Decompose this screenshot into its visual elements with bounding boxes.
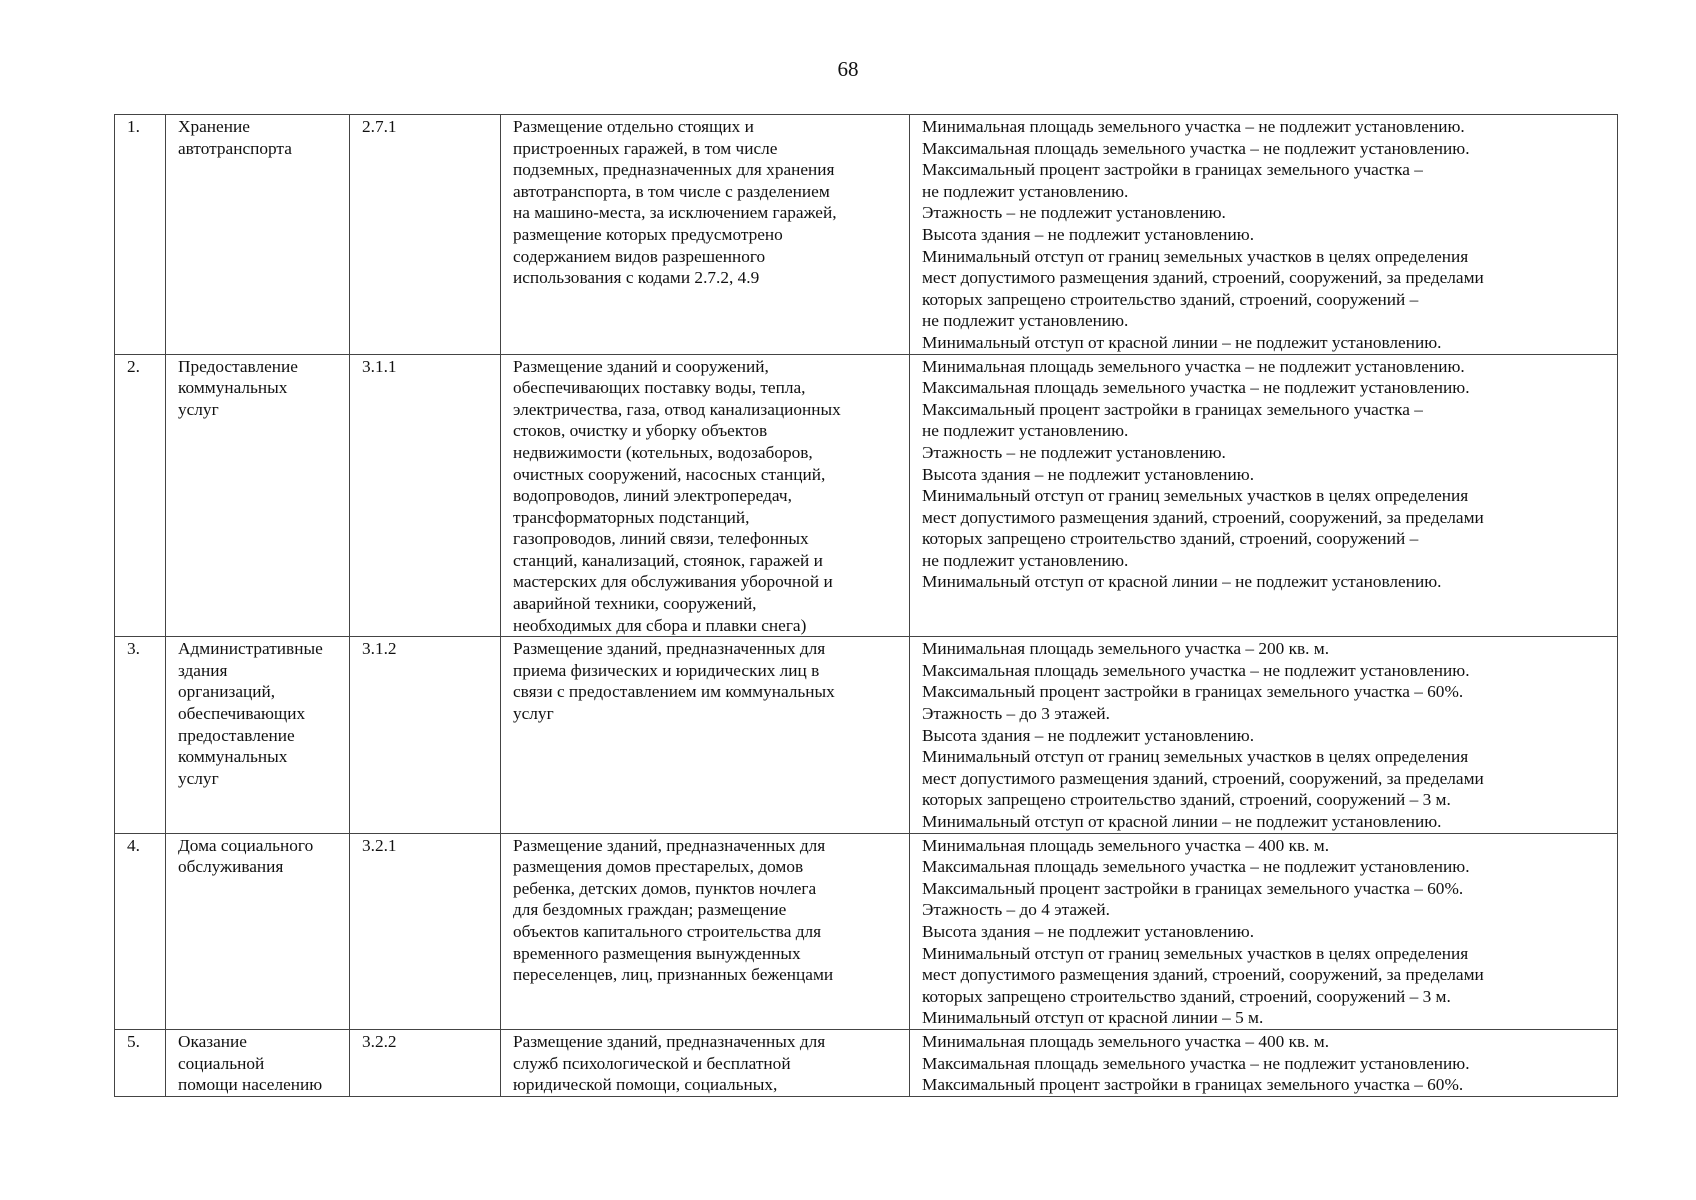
parameter-line: Минимальный отступ от границ земельных участков в целях определения xyxy=(922,943,1469,963)
use-name-line: социальной xyxy=(178,1053,265,1073)
description-line: юридической помощи, социальных, xyxy=(513,1075,778,1095)
use-name-line: Административные xyxy=(178,639,323,659)
parameter-line: Этажность – до 3 этажей. xyxy=(922,704,1111,724)
parameter-line: которых запрещено строительство зданий, строений, сооружений – xyxy=(922,289,1419,309)
description-line: стоков, очистку и уборку объектов xyxy=(513,421,768,441)
parameter-line: Максимальный процент застройки в границах земельного участка – 60%. xyxy=(922,1075,1464,1095)
description-cell xyxy=(501,833,910,1029)
description-line: услуг xyxy=(513,704,554,724)
description-line: временного размещения вынужденных xyxy=(513,943,801,963)
description-line: использования с кодами 2.7.2, 4.9 xyxy=(513,268,760,288)
row-number-cell xyxy=(115,115,166,355)
description-line: для бездомных граждан; размещение xyxy=(513,900,787,920)
parameter-line: Максимальная площадь земельного участка – не подлежит установлению. xyxy=(922,857,1470,877)
use-code-cell xyxy=(350,637,501,833)
parameter-line: которых запрещено строительство зданий, строений, сооружений – xyxy=(922,529,1419,549)
use-name-line: помощи населению xyxy=(178,1075,323,1095)
row-number-cell xyxy=(115,833,166,1029)
description-line: объектов капитального строительства для xyxy=(513,921,822,941)
use-name-line: автотранспорта xyxy=(178,138,292,158)
parameters-cell xyxy=(910,833,1618,1029)
parameter-line: не подлежит установлению. xyxy=(922,181,1129,201)
use-code: 2.7.1 xyxy=(362,117,397,136)
use-name-line: здания xyxy=(178,660,228,680)
use-code: 3.2.1 xyxy=(362,835,397,855)
description-line: недвижимости (котельных, водозаборов, xyxy=(513,442,813,462)
parameter-line: Высота здания – не подлежит установлению. xyxy=(922,921,1255,941)
parameter-line: не подлежит установлению. xyxy=(922,311,1129,331)
table-row xyxy=(115,354,1618,637)
description-line: водопроводов, линий электропередач, xyxy=(513,486,792,506)
description-line: Размещение зданий, предназначенных для xyxy=(513,835,826,855)
parameter-line: Минимальный отступ от красной линии – не подлежит установлению. xyxy=(922,572,1442,592)
description-line: автотранспорта, в том числе с разделением xyxy=(513,181,830,201)
parameter-line: Максимальный процент застройки в границах земельного участка – 60%. xyxy=(922,682,1464,702)
parameter-line: Максимальная площадь земельного участка – не подлежит установлению. xyxy=(922,138,1470,158)
use-name-line: коммунальных xyxy=(178,747,288,767)
use-name-line: обеспечивающих xyxy=(178,704,306,724)
description-line: Размещение зданий и сооружений, xyxy=(513,356,769,376)
parameter-line: Максимальный процент застройки в границах земельного участка – 60%. xyxy=(922,878,1464,898)
parameter-line: Минимальный отступ от красной линии – 5 м. xyxy=(922,1008,1264,1028)
description-line: очистных сооружений, насосных станций, xyxy=(513,464,826,484)
use-code-cell xyxy=(350,115,501,355)
table-row xyxy=(115,637,1618,833)
description-line: подземных, предназначенных для хранения xyxy=(513,160,835,180)
description-line: обеспечивающих поставку воды, тепла, xyxy=(513,378,806,398)
description-line: аварийной техники, сооружений, xyxy=(513,594,757,614)
table-row xyxy=(115,115,1618,355)
parameter-line: мест допустимого размещения зданий, строений, сооружений, за пределами xyxy=(922,268,1484,288)
description-line: размещение которых предусмотрено xyxy=(513,224,783,244)
parameter-line: Минимальный отступ от красной линии – не подлежит установлению. xyxy=(922,332,1442,352)
parameter-line: Этажность – до 4 этажей. xyxy=(922,900,1111,920)
table-row xyxy=(115,1029,1618,1096)
description-line: газопроводов, линий связи, телефонных xyxy=(513,529,809,549)
parameter-line: Минимальная площадь земельного участка – 400 кв. м. xyxy=(922,835,1330,855)
description-line: приема физических и юридических лиц в xyxy=(513,660,820,680)
parameter-line: Минимальная площадь земельного участка – не подлежит установлению. xyxy=(922,117,1465,136)
use-name-line: Предоставление xyxy=(178,356,298,376)
parameter-line: Максимальная площадь земельного участка – не подлежит установлению. xyxy=(922,378,1470,398)
description-line: на машино-места, за исключением гаражей, xyxy=(513,203,837,223)
description-line: Размещение зданий, предназначенных для xyxy=(513,639,826,659)
use-name-cell xyxy=(166,1029,350,1096)
description-line: переселенцев, лиц, признанных беженцами xyxy=(513,965,834,985)
use-code: 3.2.2 xyxy=(362,1031,397,1051)
description-line: содержанием видов разрешенного xyxy=(513,246,766,266)
use-code-cell xyxy=(350,1029,501,1096)
description-line: мастерских для обслуживания уборочной и xyxy=(513,572,833,592)
row-number-cell xyxy=(115,637,166,833)
description-line: трансформаторных подстанций, xyxy=(513,507,750,527)
parameter-line: Минимальный отступ от границ земельных участков в целях определения xyxy=(922,747,1469,767)
description-line: связи с предоставлением им коммунальных xyxy=(513,682,835,702)
description-line: служб психологической и бесплатной xyxy=(513,1053,791,1073)
parameter-line: Высота здания – не подлежит установлению. xyxy=(922,464,1255,484)
parameter-line: Этажность – не подлежит установлению. xyxy=(922,203,1226,223)
use-name-line: предоставление xyxy=(178,725,295,745)
parameter-line: не подлежит установлению. xyxy=(922,550,1129,570)
use-name-line: Оказание xyxy=(178,1031,247,1051)
parameters-cell xyxy=(910,354,1618,637)
description-line: пристроенных гаражей, в том числе xyxy=(513,138,778,158)
use-name-line: коммунальных xyxy=(178,378,288,398)
parameters-cell xyxy=(910,115,1618,355)
description-line: Размещение отдельно стоящих и xyxy=(513,117,754,136)
description-cell xyxy=(501,1029,910,1096)
parameters-cell xyxy=(910,1029,1618,1096)
parameter-line: не подлежит установлению. xyxy=(922,421,1129,441)
parameter-line: Высота здания – не подлежит установлению. xyxy=(922,725,1255,745)
row-number: 1. xyxy=(127,117,140,136)
description-line: станций, канализаций, стоянок, гаражей и xyxy=(513,550,823,570)
use-name-line: Дома социального xyxy=(178,835,314,855)
parameter-line: Максимальный процент застройки в границах земельного участка – xyxy=(922,399,1423,419)
parameter-line: мест допустимого размещения зданий, строений, сооружений, за пределами xyxy=(922,965,1484,985)
description-cell xyxy=(501,637,910,833)
parameter-line: которых запрещено строительство зданий, строений, сооружений – 3 м. xyxy=(922,790,1451,810)
use-name-line: обслуживания xyxy=(178,857,284,877)
land-use-regulations-table xyxy=(114,114,1618,1097)
parameter-line: Минимальный отступ от границ земельных участков в целях определения xyxy=(922,486,1469,506)
parameter-line: Минимальная площадь земельного участка – 200 кв. м. xyxy=(922,639,1330,659)
use-name-line: Хранение xyxy=(178,117,250,136)
parameter-line: Максимальная площадь земельного участка – не подлежит установлению. xyxy=(922,660,1470,680)
row-number-cell xyxy=(115,1029,166,1096)
parameter-line: Максимальный процент застройки в границах земельного участка – xyxy=(922,160,1423,180)
parameter-line: Высота здания – не подлежит установлению. xyxy=(922,224,1255,244)
description-cell xyxy=(501,115,910,355)
parameter-line: мест допустимого размещения зданий, строений, сооружений, за пределами xyxy=(922,768,1484,788)
description-line: электричества, газа, отвод канализационных xyxy=(513,399,841,419)
row-number: 3. xyxy=(127,639,140,659)
description-line: необходимых для сбора и плавки снега) xyxy=(513,615,807,635)
use-name-cell xyxy=(166,354,350,637)
parameter-line: Минимальный отступ от границ земельных участков в целях определения xyxy=(922,246,1469,266)
description-line: ребенка, детских домов, пунктов ночлега xyxy=(513,878,817,898)
description-line: Размещение зданий, предназначенных для xyxy=(513,1031,826,1051)
parameter-line: Минимальный отступ от красной линии – не подлежит установлению. xyxy=(922,812,1442,831)
parameter-line: Минимальная площадь земельного участка – 400 кв. м. xyxy=(922,1031,1330,1051)
row-number: 4. xyxy=(127,835,140,855)
parameters-cell xyxy=(910,637,1618,833)
use-name-line: услуг xyxy=(178,768,219,788)
use-code-cell xyxy=(350,354,501,637)
use-name-cell xyxy=(166,637,350,833)
use-name-cell xyxy=(166,115,350,355)
use-name-cell xyxy=(166,833,350,1029)
parameter-line: Этажность – не подлежит установлению. xyxy=(922,442,1226,462)
row-number: 2. xyxy=(127,356,140,376)
row-number: 5. xyxy=(127,1031,140,1051)
use-code: 3.1.2 xyxy=(362,639,397,659)
use-name-line: организаций, xyxy=(178,682,276,702)
parameter-line: Максимальная площадь земельного участка – не подлежит установлению. xyxy=(922,1053,1470,1073)
parameter-line: Минимальная площадь земельного участка – не подлежит установлению. xyxy=(922,356,1465,376)
use-name-line: услуг xyxy=(178,399,219,419)
description-cell xyxy=(501,354,910,637)
use-code: 3.1.1 xyxy=(362,356,397,376)
page-number: 68 xyxy=(837,57,859,81)
parameter-line: которых запрещено строительство зданий, строений, сооружений – 3 м. xyxy=(922,986,1451,1006)
description-line: размещения домов престарелых, домов xyxy=(513,857,804,877)
row-number-cell xyxy=(115,354,166,637)
table-row xyxy=(115,833,1618,1029)
parameter-line: мест допустимого размещения зданий, строений, сооружений, за пределами xyxy=(922,507,1484,527)
use-code-cell xyxy=(350,833,501,1029)
